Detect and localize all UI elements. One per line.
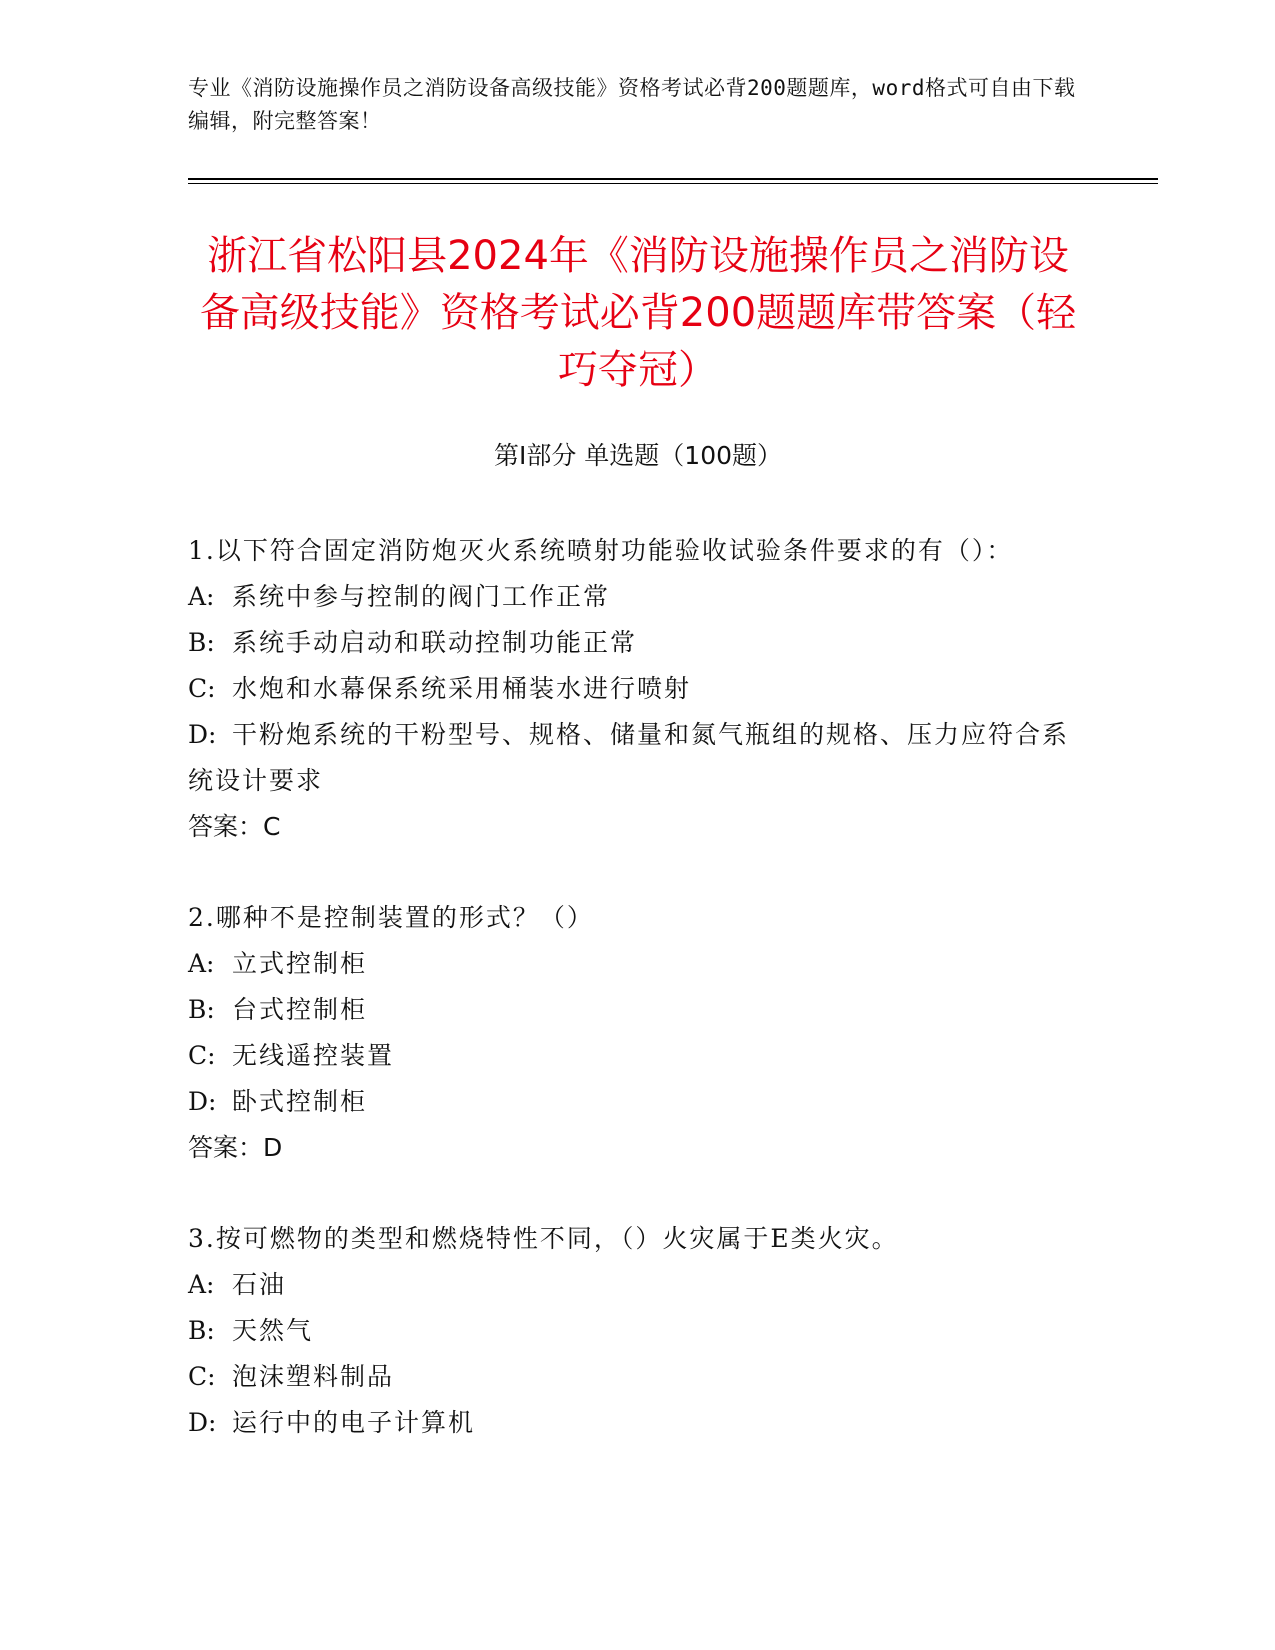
option-text: 干粉炮系统的干粉型号、规格、储量和氮气瓶组的规格、压力应符合系统设计要求: [188, 720, 1070, 795]
option-letter: D:: [188, 720, 217, 749]
option-c: [188, 666, 1088, 712]
option-letter: B:: [188, 628, 215, 657]
question-stem: 2.哪种不是控制装置的形式？（）: [188, 903, 594, 932]
option-c: [188, 1033, 1088, 1079]
option-text: 卧式控制柜: [232, 1087, 368, 1116]
option-letter: A:: [188, 582, 215, 611]
option-letter: A:: [188, 1270, 215, 1299]
option-text: 运行中的电子计算机: [232, 1408, 476, 1437]
question-list: [188, 528, 1088, 1491]
option-letter: C:: [188, 1041, 216, 1070]
answer-line: 答案：C: [188, 812, 281, 841]
section-heading: 第I部分 单选题（100题）: [493, 441, 783, 470]
option-letter: C:: [188, 674, 216, 703]
question-3: [188, 1216, 1088, 1446]
option-a: [188, 1262, 1088, 1308]
header-rule-thick: [188, 178, 1158, 180]
option-text: 立式控制柜: [232, 949, 368, 978]
option-letter: D:: [188, 1087, 217, 1116]
option-text: 水炮和水幕保系统采用桶装水进行喷射: [232, 674, 692, 703]
header-rule-thin: [188, 183, 1158, 184]
option-text: 系统中参与控制的阀门工作正常: [232, 582, 611, 611]
option-d: [188, 1079, 1088, 1125]
option-text: 台式控制柜: [232, 995, 368, 1024]
option-b: [188, 620, 1088, 666]
option-c: [188, 1354, 1088, 1400]
option-letter: C:: [188, 1362, 216, 1391]
option-d: [188, 712, 1088, 804]
question-stem: 1.以下符合固定消防炮灭火系统喷射功能验收试验条件要求的有（）：: [188, 536, 1014, 565]
option-d: [188, 1400, 1088, 1446]
option-letter: D:: [188, 1408, 217, 1437]
option-text: 系统手动启动和联动控制功能正常: [232, 628, 638, 657]
document-title: 浙江省松阳县2024年《消防设施操作员之消防设备高级技能》资格考试必背200题题库带答案（轻巧夺冠）: [199, 233, 1077, 393]
question-2: [188, 895, 1088, 1171]
question-stem: 3.按可燃物的类型和燃烧特性不同，（）火灾属于E类火灾。: [188, 1224, 899, 1253]
option-text: 天然气: [232, 1316, 314, 1345]
option-a: [188, 574, 1088, 620]
option-text: 无线遥控装置: [232, 1041, 395, 1070]
option-text: 泡沫塑料制品: [232, 1362, 395, 1391]
option-b: [188, 1308, 1088, 1354]
header-note: 专业《消防设施操作员之消防设备高级技能》资格考试必背200题题库，word格式可自由下载编辑，附完整答案！: [188, 76, 1076, 133]
answer-line: 答案：D: [188, 1133, 283, 1162]
option-a: [188, 941, 1088, 987]
question-1: [188, 528, 1088, 850]
option-letter: A:: [188, 949, 215, 978]
option-b: [188, 987, 1088, 1033]
option-letter: B:: [188, 995, 215, 1024]
option-letter: B:: [188, 1316, 215, 1345]
option-text: 石油: [232, 1270, 287, 1299]
